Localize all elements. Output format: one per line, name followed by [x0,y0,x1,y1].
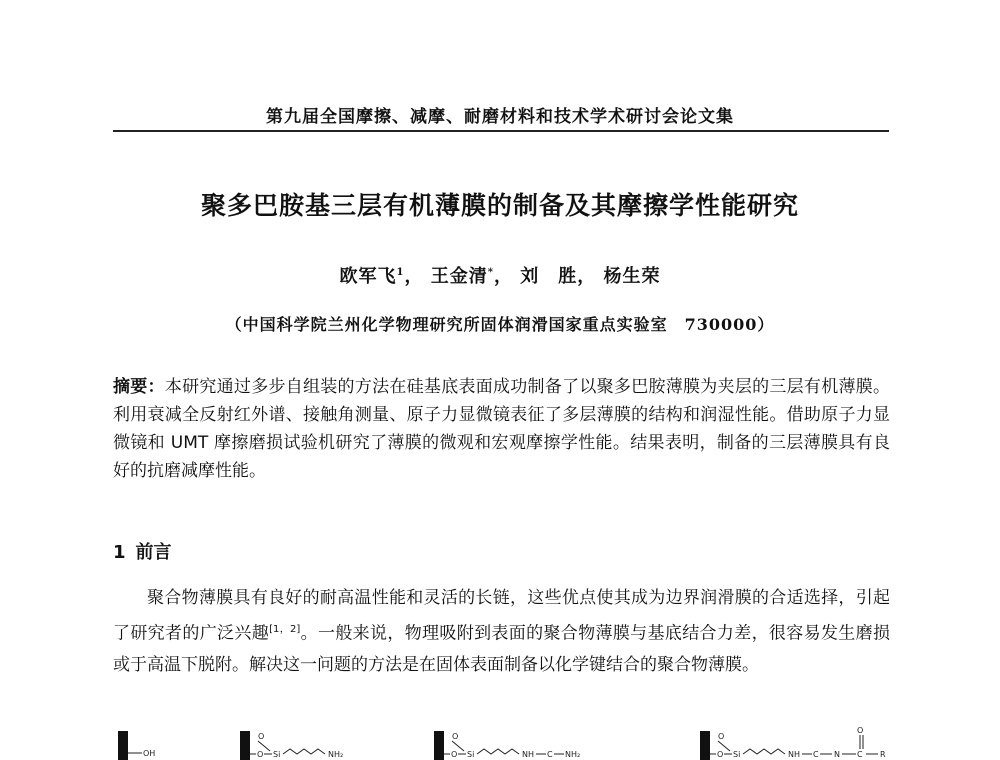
author-list [0,262,1000,288]
abstract-text: 本研究通过多步自组装的方法在硅基底表面成功制备了以聚多巴胺薄膜为夹层的三层有机薄膜。利用衰减全反射红外谱、接触角测量、原子力显微镜表征了多层薄膜的结构和润湿性能。借助原子力显微镜和 UMT 摩擦磨损试验机研究了薄膜的微观和宏观摩擦学性能。结果表明，制备的三层薄膜具有良好的抗磨减摩性能。 [113,377,891,481]
affiliation: （中国科学院兰州化学物理研究所固体润滑国家重点实验室 730000） [225,315,775,334]
substrate-bar [700,731,710,760]
citation: [1，2] [269,624,301,635]
chem-label: NH [522,750,534,759]
chem-label: R [880,750,886,759]
body-paragraph [113,583,890,681]
chem-label: O [451,750,458,759]
chem-label: Si [733,750,741,759]
author-separator: ， [404,266,424,287]
corresponding-author-mark: * [487,267,494,278]
author-name: 杨生荣 [603,266,661,287]
abstract [113,373,890,485]
running-head: 第九届全国摩擦、减摩、耐磨材料和技术学术研讨会论文集 [266,107,734,127]
substrate-bar [434,731,444,760]
paragraph-text: 聚合物薄膜具有良好的耐高温性能和灵活的长链，这些优点使其成为边界润滑膜的合适选择，引起了研究者的广泛兴趣 [113,588,890,644]
chem-label: O [857,726,864,735]
scheme-structure-3 [434,731,580,760]
author-separator: ， [577,266,597,287]
scheme-structure-1 [118,731,155,760]
chem-label: NH₂ [328,750,344,759]
author-name: 刘 胜 [520,266,578,287]
section-number: 1 [113,542,126,563]
scheme-structure-4 [700,726,886,760]
substrate-bar [240,731,250,760]
chem-label: OH [143,749,156,758]
chem-label: O [717,750,724,759]
header-rule [113,130,889,132]
chem-label: Si [273,750,281,759]
chem-label: NH₂ [565,750,581,759]
chem-label: C [547,750,553,759]
chem-label: C [813,750,819,759]
chem-label: O [452,732,459,741]
substrate-bar [118,731,128,760]
chem-label: O [257,750,264,759]
scheme-figure [0,725,1000,760]
chem-label: NH [788,750,800,759]
scheme-structure-2 [240,731,343,760]
chem-label: Si [467,750,475,759]
chem-label: C [857,750,863,759]
chem-label: O [718,732,725,741]
paper-title: 聚多巴胺基三层有机薄膜的制备及其摩擦学性能研究 [200,191,799,220]
author-name: 欧军飞 [339,266,397,287]
author-separator: ， [493,266,513,287]
chem-label: O [258,732,265,741]
author-name: 王金清 [430,266,488,287]
author-affil-mark: 1 [396,267,405,278]
reaction-scheme [0,725,1000,760]
paragraph-text: 。一般来说，物理吸附到表面的聚合物薄膜与基底结合力差，很容易发生磨损或于高温下脱附。解决这一问题的方法是在固体表面制备以化学键结合的聚合物薄膜。 [113,623,890,675]
section-heading [113,538,172,564]
chem-label: N [834,750,840,759]
section-title: 前言 [135,542,172,563]
abstract-label: 摘要： [113,377,165,397]
